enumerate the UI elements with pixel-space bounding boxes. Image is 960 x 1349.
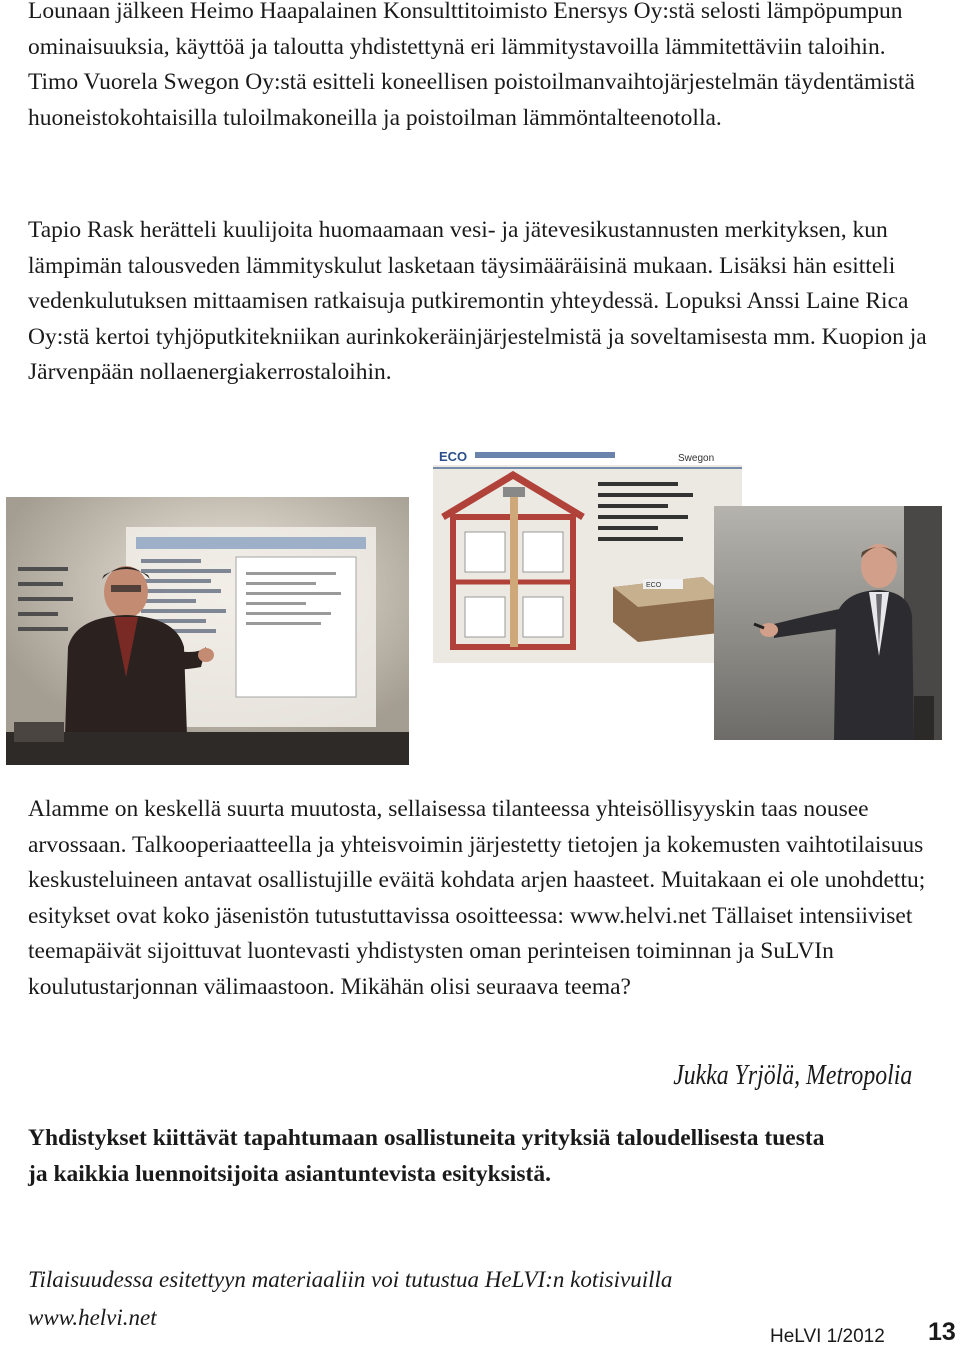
photo-slide-ventilation-diagram xyxy=(433,447,742,663)
photo-speaker-right xyxy=(714,506,942,740)
material-note: Tilaisuudessa esitettyyn materiaaliin voi tutustua HeLVI:n kotisivuilla xyxy=(28,1267,673,1292)
slide-brand-label: Swegon xyxy=(678,453,715,464)
slide-eco-label: ECO xyxy=(439,449,468,464)
thanks-statement: Yhdistykset kiittävät tapahtumaan osallistuneita yrityksiä taloudellisesta tuesta ja kaikkia luennoitsijoita asiantuntevista esityksistä. xyxy=(28,1125,825,1187)
slide-unit-label: ECO xyxy=(646,582,662,589)
helvi-website-link[interactable]: www.helvi.net xyxy=(28,1305,157,1330)
page-number: 13 xyxy=(928,1318,956,1346)
paragraph-lunch-presentations: Lounaan jälkeen Heimo Haapalainen Konsulttitoimisto Enersys Oy:stä selosti lämpöpumpun ominaisuuksia, käyttöä ja taloutta yhdistettynä eri lämmitystavoilla lämmitettäviin taloihin. Timo Vuorela Swegon Oy:stä esitteli koneellisen poistoilmanvaihtojärjestelmän täydentämistä huoneistokohtaisilla tuloilmakoneilla ja poistoilman lämmöntalteenotolla. xyxy=(28,0,915,131)
paragraph-water-costs: Tapio Rask herätteli kuulijoita huomaamaan vesi- ja jätevesikustannusten merkityksen, kun lämpimän talousveden lämmityskulut lasketaan täysimääräisinä mukaan. Lisäksi hän esitteli vedenkulutuksen mittaamisen ratkaisuja putkiremontin yhteydessä. Lopuksi Anssi Laine Rica Oy:stä kertoi tyhjöputkitekniikan aurinkokeräinjärjestelmistä ja soveltamisesta mm. Kuopion ja Järvenpään nollaenergiakerrostaloihin. xyxy=(28,217,927,385)
author-signature: Jukka Yrjölä, Metropolia xyxy=(672,1060,912,1091)
footer-issue: HeLVI 1/2012 xyxy=(770,1326,885,1347)
photo-speaker-left xyxy=(6,497,409,765)
paragraph-closing: Alamme on keskellä suurta muutosta, sellaisessa tilanteessa yhteisöllisyyskin taas nousee arvossaan. Talkooperiaatteella ja yhteisvoimin järjestetty tietojen ja kokemusten vaihtotilaisuus keskusteluineen antavat osallistujille eväitä kohdata arjen haasteet. Muitakaan ei ole unohdettu; esitykset ovat koko jäsenistön tutustuttavissa osoitteessa: www.helvi.net Tällaiset intensiiviset teemapäivät sijoittuvat luontevasti yhdistysten oman perinteisen toiminnan ja SuLVIn koulutustarjonnan välimaastoon. Mikähän olisi seuraava teema? xyxy=(28,796,926,1000)
